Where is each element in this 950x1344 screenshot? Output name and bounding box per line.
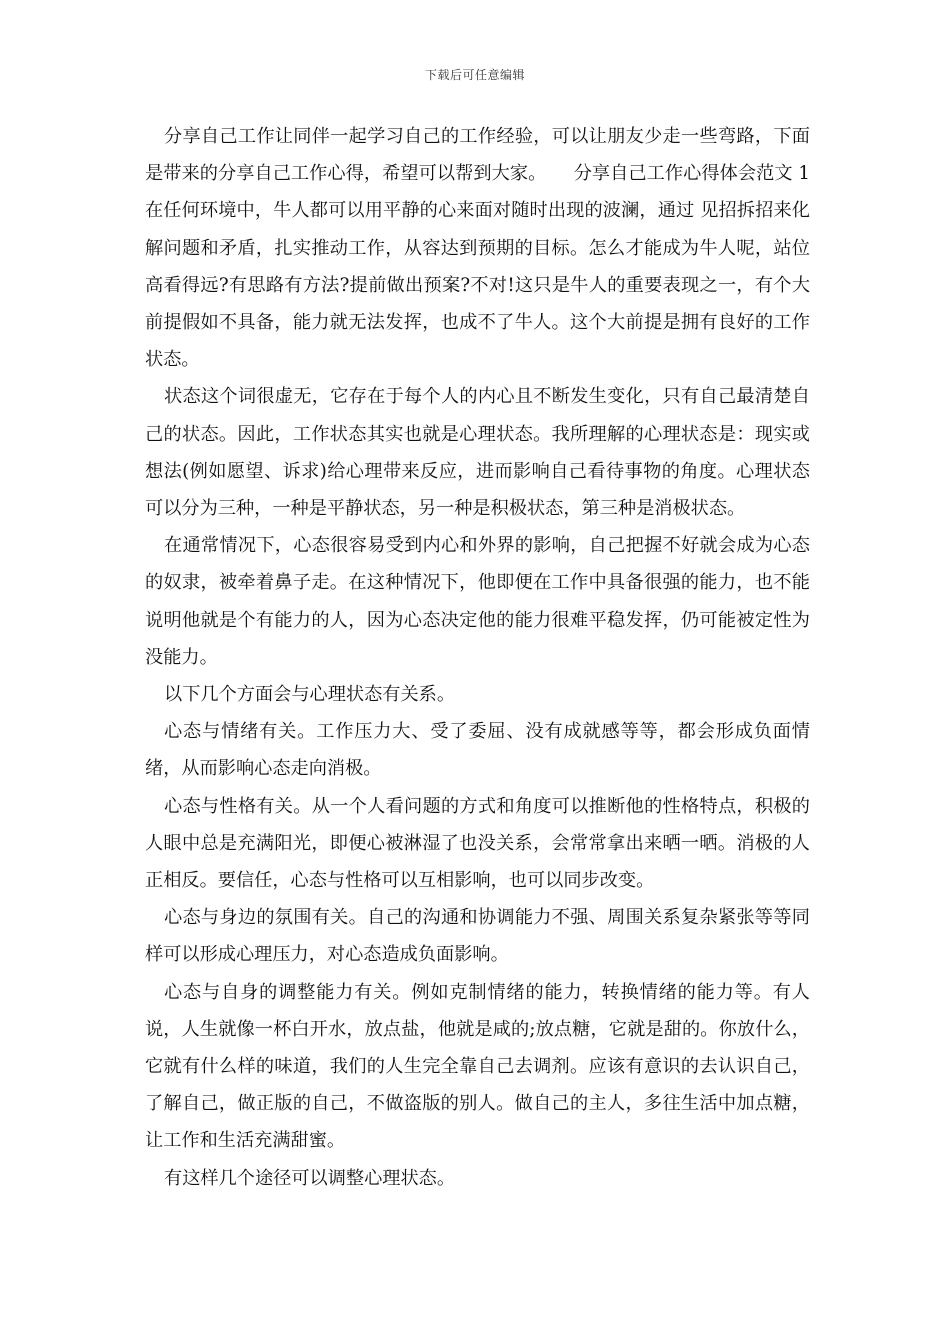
- paragraph-adjustment: 心态与自身的调整能力有关。例如克制情绪的能力，转换情绪的能力等。有人说，人生就像一杯白开水，放点盐，他就是咸的;放点糖，它就是甜的。你放什么，它就有什么样的味道，我们的人生完全靠自己去调剂。应该有意识的去认识自己，了解自己，做正版的自己，不做盗版的别人。做自己的主人，多往生活中加点糖，让工作和生活充满甜蜜。: [145, 981, 810, 1152]
- paragraph-ways-intro: 有这样几个途径可以调整心理状态。: [164, 1167, 456, 1189]
- page-header: 下载后可任意编辑: [424, 68, 525, 82]
- paragraph-personality: 心态与性格有关。从一个人看问题的方式和角度可以推断他的性格特点，积极的人眼中总是充满阳光，即便心被淋湿了也没关系，会常常拿出来晒一晒。消极的人正相反。要信任，心态与性格可以互相影响，也可以同步改变。: [145, 795, 810, 892]
- paragraph-mindset-influence: 在通常情况下，心态很容易受到内心和外界的影响，自己把握不好就会成为心态的奴隶，被牵着鼻子走。在这种情况下，他即便在工作中具备很强的能力，也不能说明他就是个有能力的人，因为心态决定他的能力很难平稳发挥，仍可能被定性为没能力。: [145, 535, 810, 668]
- document-body: [145, 118, 829, 1197]
- paragraph-aspects-intro: 以下几个方面会与心理状态有关系。: [164, 684, 456, 706]
- paragraph-emotion: 心态与情绪有关。工作压力大、受了委屈、没有成就感等等，都会形成负面情绪，从而影响心态走向消极。: [145, 721, 810, 780]
- paragraph-atmosphere: 心态与身边的氛围有关。自己的沟通和协调能力不强、周围关系复杂紧张等等同样可以形成心理压力，对心态造成负面影响。: [145, 907, 810, 966]
- paragraph-intro: 分享自己工作让同伴一起学习自己的工作经验，可以让朋友少走一些弯路，下面是带来的分享自己工作心得，希望可以帮到大家。 分享自己工作心得体会范文 1 在任何环境中，牛人都可以用平静的心来面对随时出现的波澜，通过 见招拆招来化解问题和矛盾，扎实推动工作，从容达到预期的目标。怎么才能成为牛人呢，站位高看得远?有思路有方法?提前做出预案?不对!这只是牛人的重要表现之一，有个大前提假如不具备，能力就无法发挥，也成不了牛人。这个大前提是拥有良好的工作状态。: [145, 126, 829, 371]
- paragraph-state-definition: 状态这个词很虚无，它存在于每个人的内心且不断发生变化，只有自己最清楚自己的状态。因此，工作状态其实也就是心理状态。我所理解的心理状态是：现实或想法(例如愿望、诉求)给心理带来反应，进而影响自己看待事物的角度。心理状态可以分为三种，一种是平静状态，另一种是积极状态，第三种是消极状态。: [145, 386, 810, 520]
